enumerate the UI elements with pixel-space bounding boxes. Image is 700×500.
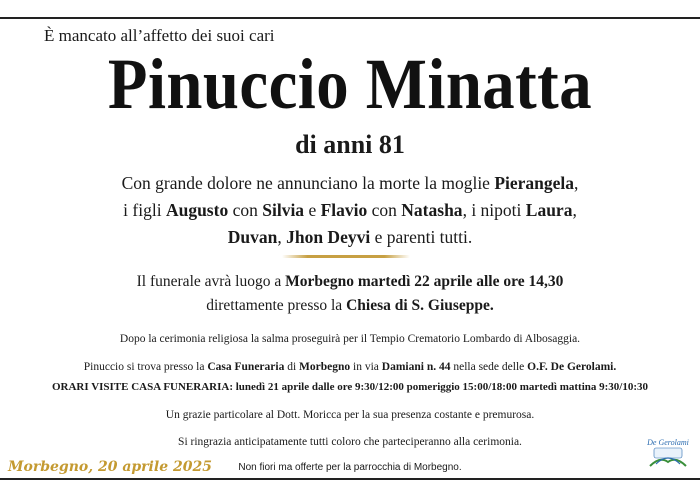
funeral-datetime: Morbegno martedì 22 aprile alle ore 14,30 — [285, 273, 564, 290]
announcement-line-2: i figli Augusto con Silvia e Flavio con Natasha, i nipoti Laura, — [123, 200, 577, 220]
visiting-hours-text: lunedì 21 aprile dalle ore 9:30/12:00 pomeriggio 15:00/18:00 martedì mattina 9:30/10:30 — [233, 381, 649, 393]
church-name: Chiesa di S. Giuseppe. — [346, 297, 494, 314]
location-note: Pinuccio si trova presso la Casa Funeraria di Morbegno in via Damiani n. 44 nella sede delle O.F. De Gerolami. — [83, 361, 617, 373]
visiting-hours — [0, 381, 700, 393]
intro-text: È mancato all’affetto dei suoi cari — [44, 26, 275, 45]
place-date: Morbegno, 20 aprile 2025 — [8, 459, 212, 475]
announcement-line-1: Con grande dolore ne annunciano la morte la moglie Pierangela, — [121, 173, 579, 193]
logo-text: De Gerolami — [647, 438, 689, 447]
top-border — [0, 17, 700, 19]
cremation-note: Dopo la cerimonia religiosa la salma proseguirà per il Tempio Crematorio Lombardo di Albosaggia. — [119, 333, 581, 345]
thanks-all: Si ringrazia anticipatamente tutti coloro che parteciperanno alla cerimonia. — [178, 436, 522, 448]
funeral-info — [0, 270, 700, 318]
bottom-border — [0, 478, 700, 480]
gold-divider — [282, 255, 410, 258]
announcement-line-3: Duvan, Jhon Deyvi e parenti tutti. — [227, 227, 473, 247]
de-gerolami-logo — [640, 436, 696, 470]
funeral-line-1: Il funerale avrà luogo a Morbegno martedì 22 aprile alle ore 14,30 — [136, 273, 564, 290]
wife-name: Pierangela — [494, 173, 575, 193]
funeral-line-2: direttamente presso la Chiesa di S. Giuseppe. — [206, 297, 494, 314]
no-flowers-note: Non fiori ma offerte per la parrocchia di Morbegno. — [238, 462, 462, 473]
thanks-doctor: Un grazie particolare al Dott. Moricca per la sua presenza costante e premurosa. — [165, 409, 535, 421]
age-text: di anni 81 — [295, 130, 405, 159]
family-announcement — [0, 170, 700, 251]
visiting-hours-label: ORARI VISITE CASA FUNERARIA: — [51, 381, 233, 393]
deceased-name: Pinuccio Minatta — [107, 44, 593, 124]
